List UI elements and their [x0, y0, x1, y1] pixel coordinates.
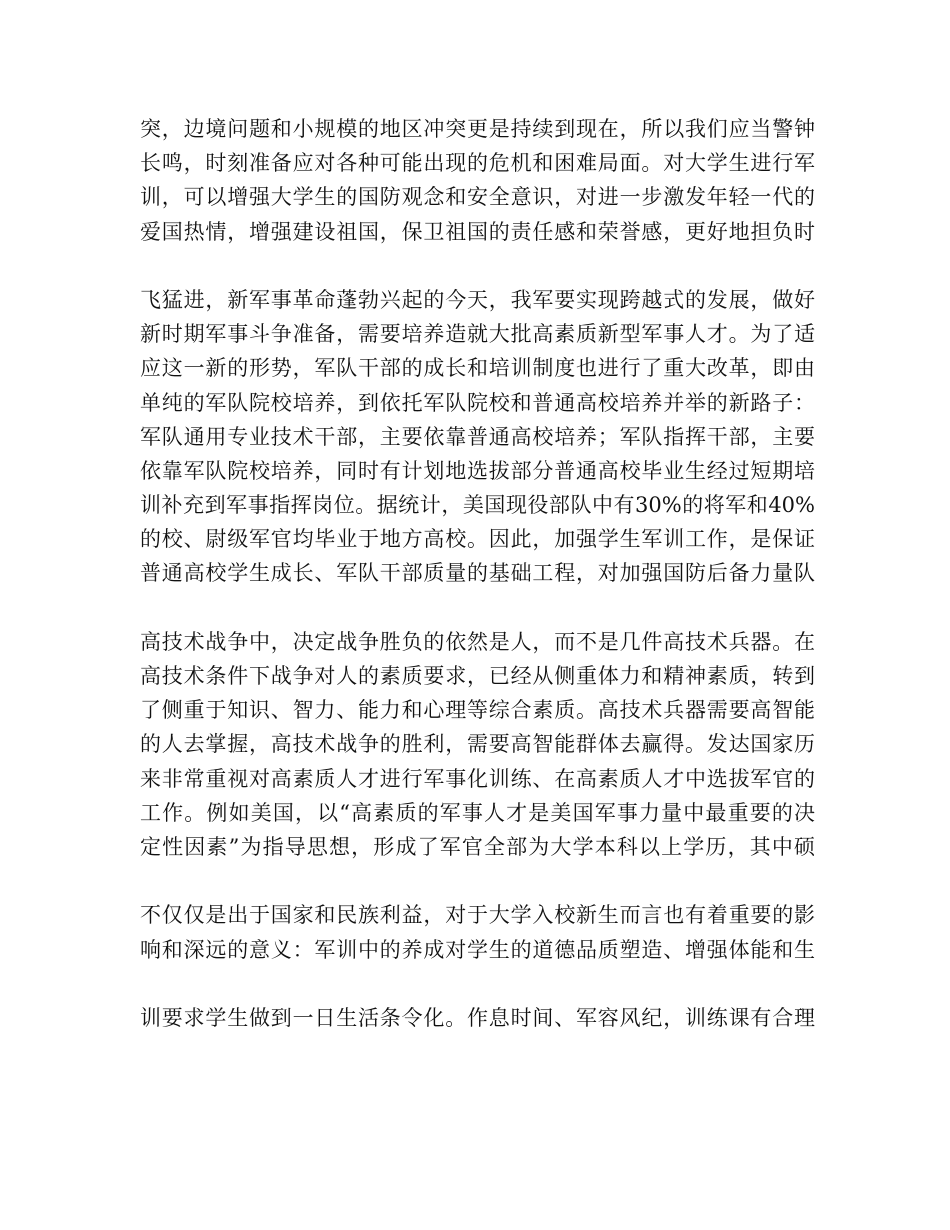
text-line: 响和深远的意义：军训中的养成对学生的道德品质塑造、增强体能和生 [140, 937, 815, 962]
text-line: 飞猛进，新军事革命蓬勃兴起的今天，我军要实现跨越式的发展，做好 [140, 287, 815, 312]
text-line: 单纯的军队院校培养，到依托军队院校和普通高校培养并举的新路子： [140, 390, 815, 415]
text-line: 来非常重视对高素质人才进行军事化训练、在高素质人才中选拔军官的 [140, 766, 815, 791]
text-line: 的校、尉级军官均毕业于地方高校。因此，加强学生军训工作，是保证 [140, 527, 815, 552]
text-line [140, 967, 815, 1001]
text-line: 高技术条件下战争对人的素质要求，已经从侧重体力和精神素质，转到 [140, 664, 815, 688]
text-line: 突，边境问题和小规模的地区冲突更是持续到现在，所以我们应当警钟 [140, 117, 815, 141]
text-line: 了侧重于知识、智力、能力和心理等综合素质。高技术兵器需要高智能 [140, 698, 815, 723]
text-line: 训要求学生做到一日生活条令化。作息时间、军容风纪，训练课有合理 [140, 1005, 815, 1030]
text-line: 训，可以增强大学生的国防观念和安全意识，对进一步激发年轻一代的 [140, 185, 815, 210]
document-body [140, 112, 815, 1035]
text-line: 工作。例如美国，以“高素质的军事人才是美国军事力量中最重要的决 [140, 800, 815, 825]
text-line: 定性因素”为指导思想，形成了军官全部为大学本科以上学历，其中硕 [140, 834, 815, 859]
text-line: 普通高校学生成长、军队干部质量的基础工程，对加强国防后备力量队 [140, 561, 815, 586]
text-line: 高技术战争中，决定战争胜负的依然是人，而不是几件高技术兵器。在 [140, 629, 815, 654]
text-line: 应这一新的形势，军队干部的成长和培训制度也进行了重大改革，即由 [140, 356, 815, 381]
text-line: 不仅仅是出于国家和民族利益，对于大学入校新生而言也有着重要的影 [140, 903, 815, 928]
text-line: 军队通用专业技术干部，主要依靠普通高校培养；军队指挥干部，主要 [140, 424, 815, 449]
text-line: 的人去掌握，高技术战争的胜利，需要高智能群体去赢得。发达国家历 [140, 732, 815, 757]
text-line: 长鸣，时刻准备应对各种可能出现的危机和困难局面。对大学生进行军 [140, 151, 815, 176]
text-line: 依靠军队院校培养，同时有计划地选拔部分普通高校毕业生经过短期培 [140, 458, 815, 483]
text-line [140, 591, 815, 625]
text-line: 新时期军事斗争准备，需要培养造就大批高素质新型军事人才。为了适 [140, 322, 815, 347]
text-line: 训补充到军事指挥岗位。据统计，美国现役部队中有30%的将军和40% [140, 493, 815, 518]
text-line: 爱国热情，增强建设祖国，保卫祖国的责任感和荣誉感，更好地担负时 [140, 219, 815, 244]
text-line [140, 864, 815, 898]
text-line [140, 249, 815, 283]
